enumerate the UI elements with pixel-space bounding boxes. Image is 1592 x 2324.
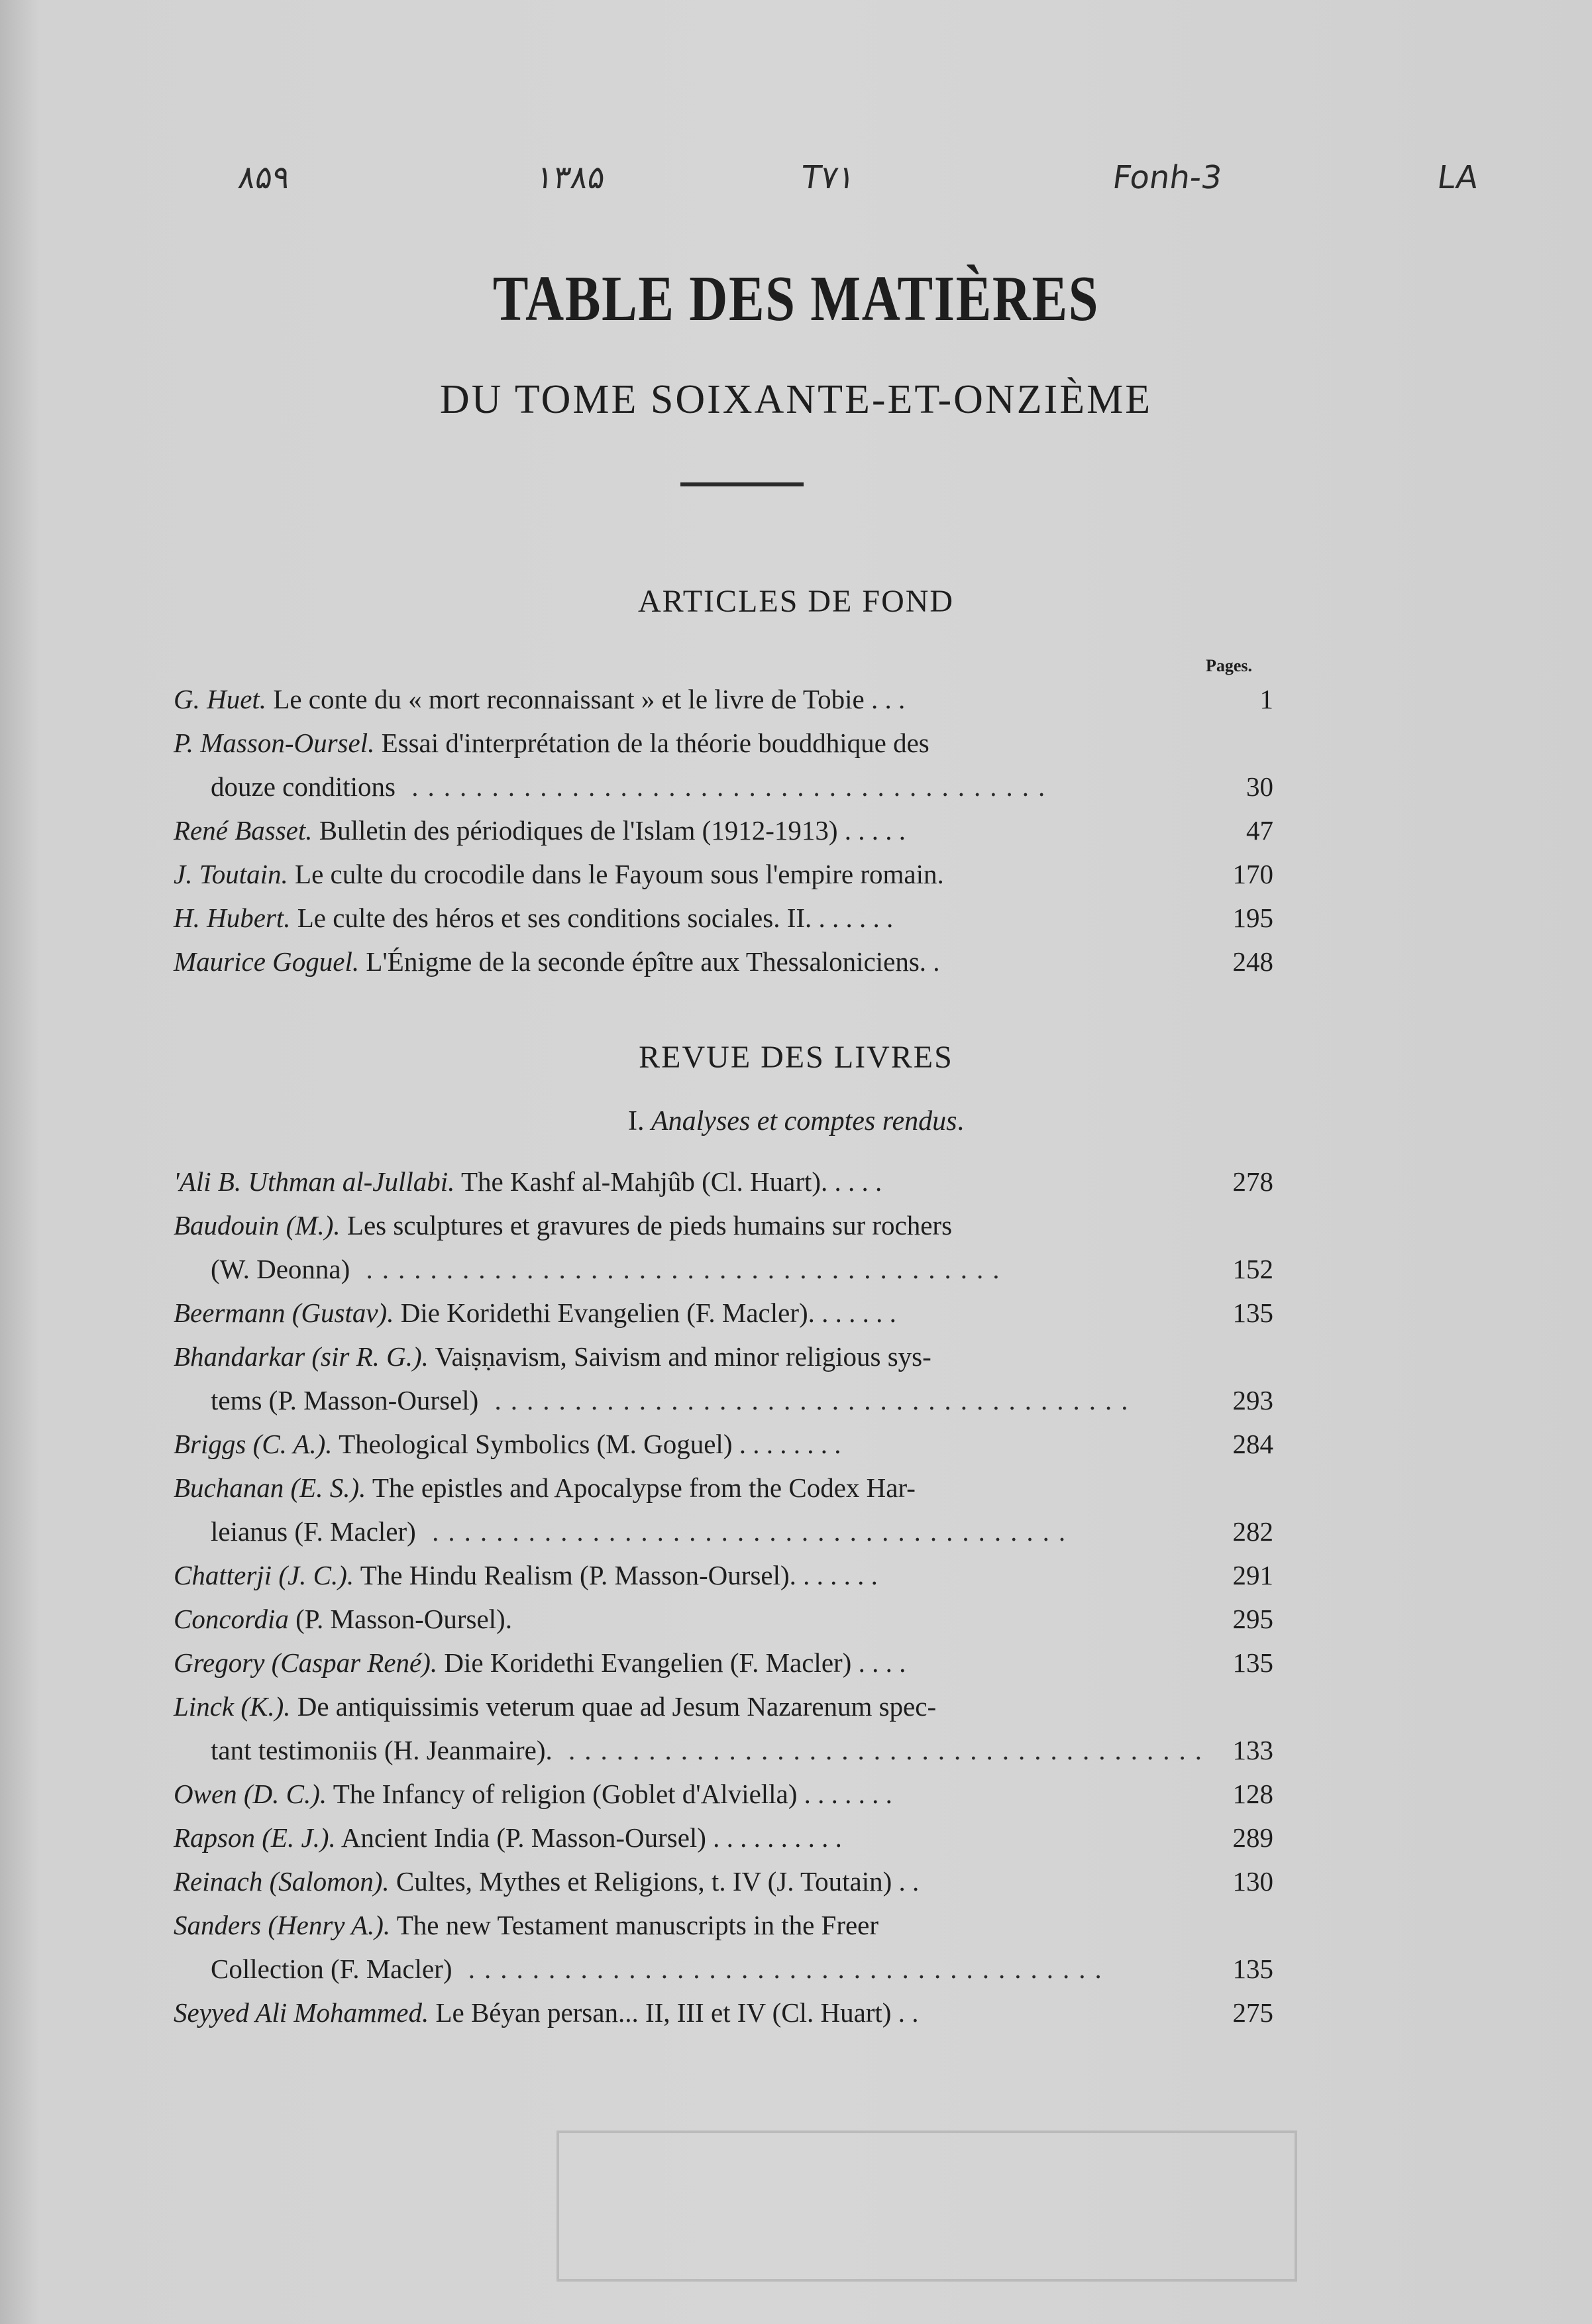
entry-page-number: 284 bbox=[1232, 1429, 1273, 1459]
entry-author: H. Hubert. bbox=[174, 903, 291, 933]
entry-author: Reinach (Salomon). bbox=[174, 1866, 390, 1897]
entry-page-number: 135 bbox=[1232, 1647, 1273, 1678]
pages-column-label: Pages. bbox=[1206, 656, 1253, 675]
review-entry bbox=[174, 1291, 1273, 1335]
review-entry bbox=[174, 1903, 1273, 1991]
entry-text: Bulletin des périodiques de l'Islam (1912-1913) . . . . . bbox=[319, 815, 906, 846]
handwritten-note: ۱۳۸۵ bbox=[534, 159, 608, 196]
subheading-text: Analyses et comptes rendus bbox=[651, 1106, 957, 1136]
entry-page-number: 170 bbox=[1232, 859, 1273, 889]
entry-text: L'Énigme de la seconde épître aux Thessaloniciens. . bbox=[366, 946, 940, 977]
entry-page-number: 135 bbox=[1232, 1298, 1273, 1328]
entry-line bbox=[174, 1991, 1273, 2034]
entry-author: Buchanan (E. S.). bbox=[174, 1472, 366, 1503]
subheading-prefix: I. bbox=[627, 1106, 645, 1136]
entry-author: Concordia bbox=[174, 1604, 289, 1634]
entry-text: Le conte du « mort reconnaissant » et le livre de Tobie . . . bbox=[273, 684, 906, 714]
entry-author: Bhandarkar (sir R. G.). bbox=[174, 1341, 429, 1372]
entry-text: The Infancy of religion (Goblet d'Alviella) . . . . . . . bbox=[333, 1779, 892, 1809]
section-heading-articles: ARTICLES DE FOND bbox=[637, 584, 955, 619]
entry-author: Owen (D. C.). bbox=[174, 1779, 327, 1809]
article-entry bbox=[174, 940, 1273, 983]
entry-text: Die Koridethi Evangelien (F. Macler). . . . . . . bbox=[400, 1298, 896, 1328]
entry-line bbox=[174, 721, 1200, 765]
entry-line bbox=[174, 1903, 1200, 1947]
entry-author: Linck (K.). bbox=[174, 1691, 291, 1722]
entry-page-number: 282 bbox=[1232, 1516, 1273, 1547]
article-entry bbox=[174, 721, 1273, 808]
entry-page-number: 128 bbox=[1232, 1779, 1273, 1809]
entry-text: Le culte du crocodile dans le Fayoum sous l'empire romain. bbox=[295, 859, 944, 889]
entry-page-number: 152 bbox=[1232, 1254, 1273, 1284]
entry-page-number: 130 bbox=[1232, 1866, 1273, 1897]
entry-page-number: 289 bbox=[1232, 1822, 1273, 1853]
entry-text: Ancient India (P. Masson-Oursel) . . . . . . . . . . bbox=[341, 1822, 842, 1853]
entry-author: Maurice Goguel. bbox=[174, 946, 360, 977]
entry-line bbox=[174, 1597, 1273, 1641]
dot-leader: ........................................ bbox=[395, 771, 1055, 802]
section-heading-revue: REVUE DES LIVRES bbox=[639, 1040, 953, 1075]
dot-leader: ........................................ bbox=[452, 1954, 1111, 1984]
article-entry bbox=[174, 852, 1273, 896]
entry-text: Le Béyan persan... II, III et IV (Cl. Huart) . . bbox=[435, 1997, 919, 2028]
entry-line bbox=[174, 765, 1273, 808]
article-entry bbox=[174, 808, 1273, 852]
dot-leader: ........................................ bbox=[478, 1385, 1138, 1415]
entry-text: The new Testament manuscripts in the Freer bbox=[396, 1910, 879, 1940]
entry-page-number: 295 bbox=[1232, 1604, 1273, 1634]
entry-text: douze conditions bbox=[211, 771, 396, 802]
entry-line bbox=[174, 1335, 1200, 1378]
entry-line bbox=[174, 1728, 1273, 1772]
entry-page-number: 1 bbox=[1259, 684, 1273, 714]
review-entry bbox=[174, 1160, 1273, 1203]
entry-line bbox=[174, 1247, 1273, 1291]
entry-text: Vaiṣṇavism, Saivism and minor religious sys- bbox=[435, 1341, 931, 1372]
entry-page-number: 293 bbox=[1232, 1385, 1273, 1415]
review-entry bbox=[174, 1991, 1273, 2034]
subheading-suffix: . bbox=[957, 1106, 964, 1136]
entry-line bbox=[174, 1291, 1273, 1335]
entry-text: The epistles and Apocalypse from the Codex Har- bbox=[372, 1472, 916, 1503]
entry-page-number: 135 bbox=[1232, 1954, 1273, 1984]
entry-text: The Hindu Realism (P. Masson-Oursel). . . . . . . bbox=[360, 1560, 878, 1590]
dot-leader: ........................................ bbox=[415, 1516, 1075, 1547]
entry-page-number: 195 bbox=[1232, 903, 1273, 933]
entry-line bbox=[174, 1553, 1273, 1597]
entry-line bbox=[174, 1203, 1200, 1247]
entry-text: Die Koridethi Evangelien (F. Macler) . . . . bbox=[444, 1647, 906, 1678]
review-entry bbox=[174, 1816, 1273, 1859]
entry-page-number: 47 bbox=[1246, 815, 1273, 846]
entry-line bbox=[174, 1510, 1273, 1553]
entry-author: G. Huet. bbox=[174, 684, 267, 714]
entry-author: 'Ali B. Uthman al-Jullabi. bbox=[174, 1166, 455, 1197]
entry-line bbox=[174, 896, 1273, 940]
entry-author: René Basset. bbox=[174, 815, 313, 846]
entry-text: The Kashf al-Mahjûb (Cl. Huart). . . . . bbox=[460, 1166, 882, 1197]
title-divider bbox=[680, 482, 804, 486]
entry-text: Cultes, Mythes et Religions, t. IV (J. Toutain) . . bbox=[396, 1866, 920, 1897]
entry-line bbox=[174, 677, 1273, 721]
entry-page-number: 30 bbox=[1246, 771, 1273, 802]
entry-text: tant testimoniis (H. Jeanmaire). bbox=[211, 1735, 553, 1765]
handwritten-note: T۷۱ bbox=[799, 159, 858, 196]
entry-text: tems (P. Masson-Oursel) bbox=[211, 1385, 479, 1415]
entry-line bbox=[174, 1947, 1273, 1991]
entry-text: Le culte des héros et ses conditions sociales. II. . . . . . . bbox=[297, 903, 894, 933]
entry-line bbox=[174, 1772, 1273, 1816]
entry-author: Gregory (Caspar René). bbox=[174, 1647, 438, 1678]
entry-line bbox=[174, 1685, 1200, 1728]
article-entry bbox=[174, 677, 1273, 721]
entry-text: leianus (F. Macler) bbox=[211, 1516, 416, 1547]
entry-page-number: 133 bbox=[1232, 1735, 1273, 1765]
entry-text: Collection (F. Macler) bbox=[211, 1954, 452, 1984]
dot-leader: ........................................ bbox=[350, 1254, 1009, 1284]
review-entry bbox=[174, 1422, 1273, 1466]
handwritten-note: LA bbox=[1435, 159, 1481, 196]
review-entry bbox=[174, 1553, 1273, 1597]
entry-line bbox=[174, 1378, 1273, 1422]
entry-line bbox=[174, 1816, 1273, 1859]
entry-line bbox=[174, 1160, 1273, 1203]
entry-text: (P. Masson-Oursel). bbox=[295, 1604, 512, 1634]
entry-author: Baudouin (M.). bbox=[174, 1210, 341, 1241]
page-title: TABLE DES MATIÈRES bbox=[492, 263, 1100, 335]
entry-page-number: 278 bbox=[1232, 1166, 1273, 1197]
entry-author: Chatterji (J. C.). bbox=[174, 1560, 354, 1590]
entry-author: Briggs (C. A.). bbox=[174, 1429, 333, 1459]
library-stamp bbox=[557, 2130, 1297, 2282]
entry-author: Sanders (Henry A.). bbox=[174, 1910, 391, 1940]
entry-text: Essai d'interprétation de la théorie bouddhique des bbox=[381, 728, 929, 758]
entry-text: Theological Symbolics (M. Goguel) . . . . . . . . bbox=[339, 1429, 841, 1459]
review-entry bbox=[174, 1641, 1273, 1685]
entry-line bbox=[174, 852, 1273, 896]
dot-leader: ........................................ bbox=[552, 1735, 1212, 1765]
entry-page-number: 248 bbox=[1232, 946, 1273, 977]
entry-text: (W. Deonna) bbox=[211, 1254, 350, 1284]
review-entry bbox=[174, 1203, 1273, 1291]
section-subheading-analyses bbox=[0, 1105, 1592, 1137]
entry-author: Beermann (Gustav). bbox=[174, 1298, 394, 1328]
handwritten-note: Fonh-3 bbox=[1110, 159, 1224, 196]
entry-author: Rapson (E. J.). bbox=[174, 1822, 336, 1853]
entry-text: De antiquissimis veterum quae ad Jesum Nazarenum spec- bbox=[297, 1691, 937, 1722]
page-subtitle: DU TOME SOIXANTE-ET-ONZIÈME bbox=[439, 377, 1153, 422]
entry-line bbox=[174, 1641, 1273, 1685]
entry-page-number: 275 bbox=[1232, 1997, 1273, 2028]
review-entry bbox=[174, 1597, 1273, 1641]
entry-line bbox=[174, 1422, 1273, 1466]
entry-text: Les sculptures et gravures de pieds humains sur rochers bbox=[346, 1210, 953, 1241]
entry-author: J. Toutain. bbox=[174, 859, 288, 889]
review-entry bbox=[174, 1466, 1273, 1553]
article-entry bbox=[174, 896, 1273, 940]
entry-line bbox=[174, 940, 1273, 983]
review-entry bbox=[174, 1685, 1273, 1772]
entry-line bbox=[174, 1466, 1200, 1510]
review-entry bbox=[174, 1859, 1273, 1903]
review-entry bbox=[174, 1335, 1273, 1422]
handwritten-notes bbox=[0, 159, 1592, 219]
entry-line bbox=[174, 1859, 1273, 1903]
entry-author: P. Masson-Oursel. bbox=[174, 728, 375, 758]
review-entry bbox=[174, 1772, 1273, 1816]
entry-line bbox=[174, 808, 1273, 852]
entry-author: Seyyed Ali Mohammed. bbox=[174, 1997, 429, 2028]
entry-page-number: 291 bbox=[1232, 1560, 1273, 1590]
handwritten-note: ۸۵۹ bbox=[236, 159, 293, 196]
